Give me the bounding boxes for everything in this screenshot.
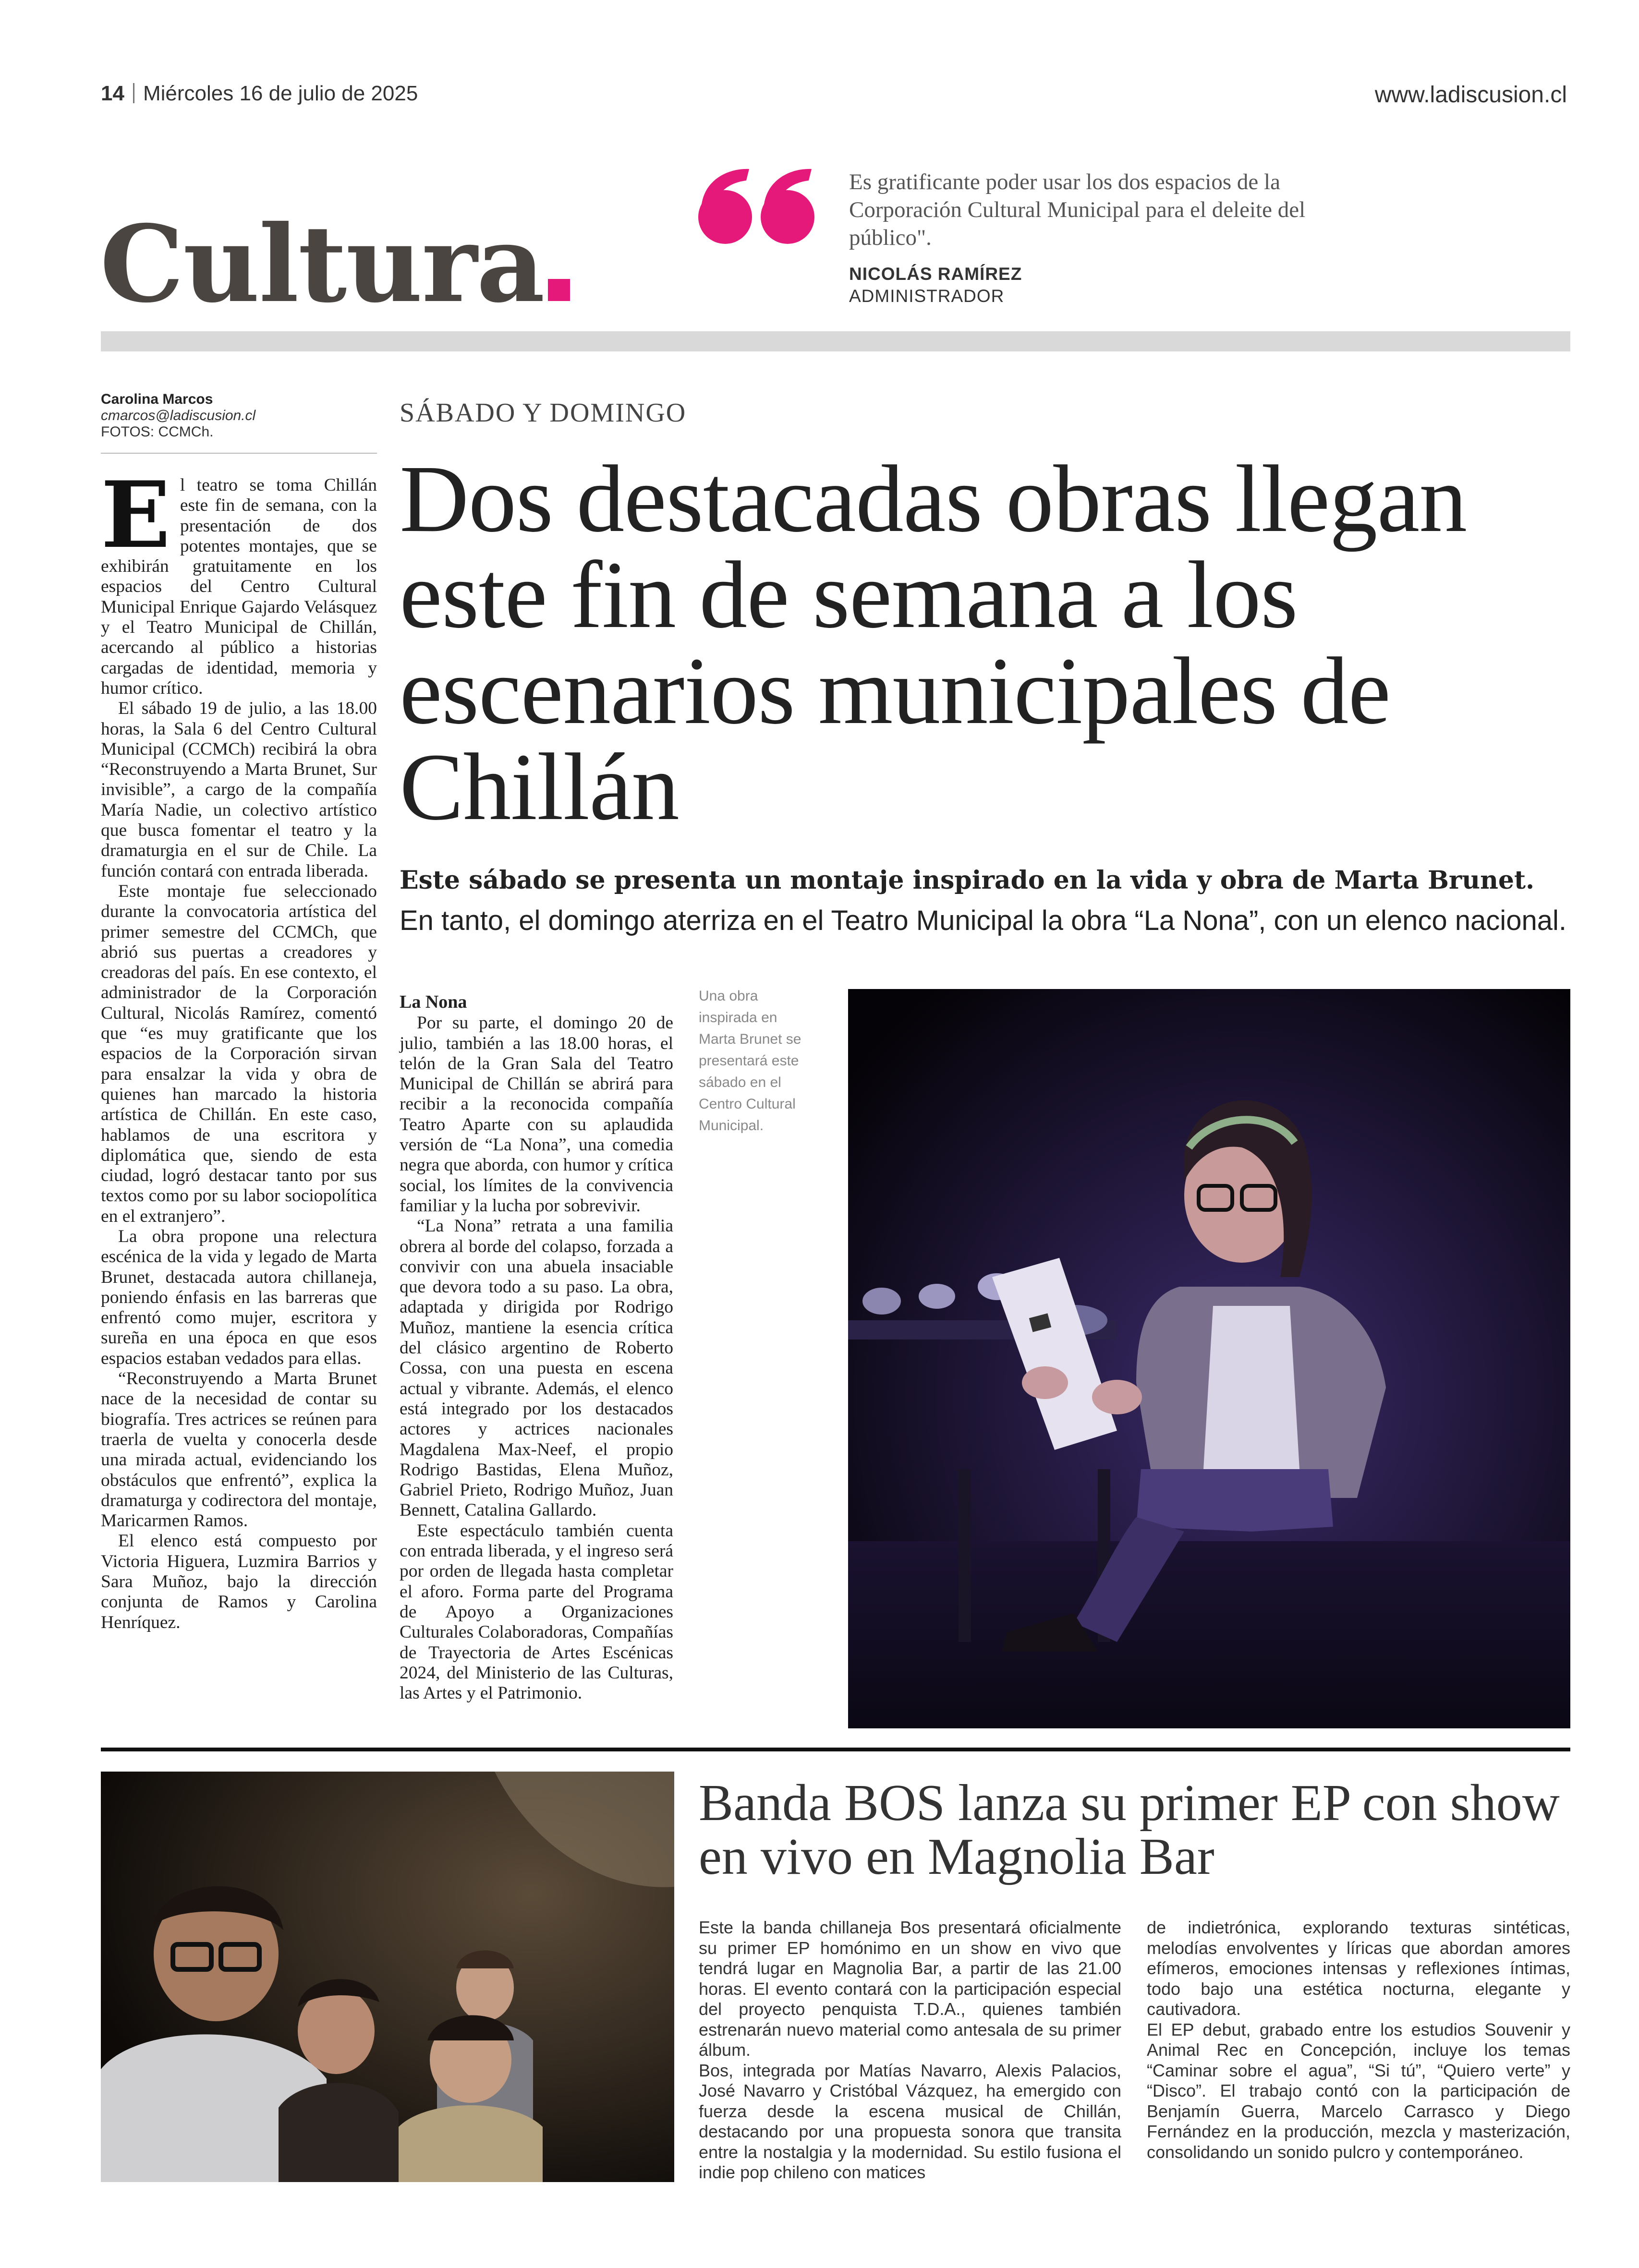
- paragraph: “La Nona” retrata a una familia obrera al borde del colapso, forzada a convivir con una abuela insaciable que devora todo a su paso. La obra, adaptada y dirigida por Rodrigo Muñoz, mantiene la esencia crítica del clásico argentino de Roberto Cossa, con una puesta en escena actual y vibrante. Además, el elenco está integrado por los destacados actores y actrices nacionales Magdalena Max-Neef, el propio Rodrigo Bastidas, Elena Muñoz, Gabriel Prieto, Rodrigo Muñoz, Juan Bennett, Catalina Gallardo.: [400, 1216, 673, 1520]
- section-title: [100, 202, 570, 326]
- paragraph: Este montaje fue seleccionado durante la convocatoria artística del primer semestre del CCMCh, que abrió sus puertas a creadores y creadoras del país. En ese contexto, el administrador de la Corporación Cultural, Nicolás Ramírez, comentó que “es muy gratificante que los espacios de la Corporación sirvan para ensalzar la vida y obra de quienes han marcado la historia artística de Chillán. En este caso, hablamos de una escritora y diplomática que, siendo de esta ciudad, logró destacar tanto por sus textos como por su labor sociopolítica en el extranjero”.: [101, 881, 377, 1226]
- photo-caption: Una obra inspirada en Marta Brunet se presentará este sábado en el Centro Cultural Municipal.: [699, 988, 801, 1134]
- lead-rest: En tanto, el domingo aterriza en el Teatro Municipal la obra “La Nona”, con un elenco nacional.: [400, 905, 1566, 936]
- section-accent-dot: [548, 279, 570, 301]
- byline-rule: [101, 453, 377, 454]
- page-folio: [101, 82, 418, 106]
- paragraph: El sábado 19 de julio, a las 18.00 horas, la Sala 6 del Centro Cultural Municipal (CCMCh) recibirá la obra “Reconstruyendo a Marta Brunet, Sur invisible”, a cargo de la compañía María Nadie, un colectivo artístico que busca fomentar el teatro y la dramaturgia en el sur de Chile. La función contará con entrada liberada.: [101, 699, 377, 881]
- lead-bold: Este sábado se presenta un montaje inspirado en la vida y obra de Marta Brunet.: [400, 866, 1535, 895]
- article-column-1: [101, 461, 377, 1633]
- article-lead: [400, 859, 1571, 941]
- paragraph: Este la banda chillaneja Bos presentará oficialmente su primer EP homónimo en un show en vivo que tendrá lugar en Magnolia Bar, a partir de las 21.00 horas. El evento contará con la participación especial del proyecto penquista T.D.A., quienes también estrenarán nuevo material como antesala de su primer álbum.: [699, 1918, 1121, 2060]
- pull-quote-text: Es gratificante poder usar los dos espacios de la Corporación Cultural Municipal para el deleite del público".: [849, 169, 1306, 250]
- issue-date: Miércoles 16 de julio de 2025: [143, 82, 418, 105]
- paragraph: La obra propone una relectura escénica de la vida y legado de Marta Brunet, destacada autora chillaneja, poniendo énfasis en las barreras que enfrentó como mujer, escritora y sureña en una época en que esos espacios estaban vedados para ellas.: [101, 1226, 377, 1368]
- paragraph: El elenco está compuesto por Victoria Higuera, Luzmira Barrios y Sara Muñoz, bajo la dirección conjunta de Ramos y Carolina Henríquez.: [101, 1531, 377, 1632]
- pull-quote-name: NICOLÁS RAMÍREZ: [849, 264, 1022, 284]
- section-title-text: Cultura: [100, 202, 544, 326]
- pull-quote-role: ADMINISTRADOR: [849, 286, 1005, 306]
- story-divider: [101, 1748, 1570, 1751]
- section-divider: [101, 331, 1570, 351]
- paragraph: de indietrónica, explorando texturas sintéticas, melodías envolventes y líricas que abordan amores efímeros, emociones intensas y reflexiones íntimas, todo bajo una estética nocturna, elegante y cautivadora.: [1147, 1918, 1570, 2019]
- paragraph: “Reconstruyendo a Marta Brunet nace de la necesidad de contar su biografía. Tres actrices se reúnen para traerla de vuelta y conocerla desde una mirada actual, evidenciando los obstáculos que enfrentó”, explica la dramaturga y codirectora del montaje, Maricarmen Ramos.: [101, 1369, 377, 1531]
- quote-marks-icon: [696, 163, 821, 245]
- secondary-headline: Banda BOS lanza su primer EP con show en vivo en Magnolia Bar: [699, 1774, 1560, 1885]
- subheading: La Nona: [400, 992, 467, 1012]
- theatre-photo: [848, 989, 1570, 1728]
- paragraph: Por su parte, el domingo 20 de julio, también a las 18.00 horas, el telón de la Gran Sala del Teatro Municipal de Chillán se abrirá para recibir a la reconocida compañía Teatro Aparte con su aplaudida versión de “La Nona”, una comedia negra que aborda, con humor y crítica social, los límites de la convivencia familiar y la lucha por sobrevivir.: [400, 1013, 673, 1216]
- article-column-2: [400, 992, 673, 1703]
- band-photo: [101, 1772, 674, 2182]
- byline-email[interactable]: cmarcos@ladiscusion.cl: [101, 408, 256, 423]
- folio-divider: [133, 83, 134, 103]
- secondary-column-2: [1147, 1918, 1570, 2162]
- secondary-column-1: [699, 1918, 1121, 2183]
- drop-cap: E: [101, 461, 170, 568]
- article-kicker: SÁBADO Y DOMINGO: [400, 398, 687, 428]
- byline-author: Carolina Marcos: [101, 391, 213, 407]
- paragraph: l teatro se toma Chillán este fin de semana, con la presentación de dos potentes montajes, que se exhibirán gratuitamente en los espacios del Centro Cultural Municipal Enrique Gajardo Velásquez y el Teatro Municipal de Chillán, acercando al público a historias cargadas de identidad, memoria y humor crítico.: [101, 475, 377, 698]
- website-link[interactable]: www.ladiscusion.cl: [1374, 82, 1567, 108]
- article-headline: Dos destacadas obras llegan este fin de semana a los escenarios municipales de Chillán: [400, 446, 1467, 840]
- paragraph: Bos, integrada por Matías Navarro, Alexis Palacios, José Navarro y Cristóbal Vázquez, ha emergido con fuerza desde la escena musical de Chillán, destacando por una propuesta sonora que transita entre la nostalgia y la modernidad. Su estilo fusiona el indie pop chileno con matices: [699, 2060, 1121, 2182]
- paragraph: Este espectáculo también cuenta con entrada liberada, y el ingreso será por orden de llegada hasta completar el aforo. Forma parte del Programa de Apoyo a Organizaciones Culturales Colaboradoras, Compañías de Trayectoria de Artes Escénicas 2024, del Ministerio de las Culturas, las Artes y el Patrimonio.: [400, 1520, 673, 1703]
- paragraph: El EP debut, grabado entre los estudios Souvenir y Animal Rec en Concepción, incluye los temas “Caminar sobre el agua”, “Si tú”, “Quiero verte” y “Disco”. El trabajo contó con la participación de Benjamín Guerra, Marcelo Carrasco y Diego Fernández en la producción, mezcla y masterización, consolidando un sonido pulcro y contemporáneo.: [1147, 2019, 1570, 2162]
- byline-photo-credit: FOTOS: CCMCh.: [101, 424, 214, 440]
- page-number: 14: [101, 82, 124, 105]
